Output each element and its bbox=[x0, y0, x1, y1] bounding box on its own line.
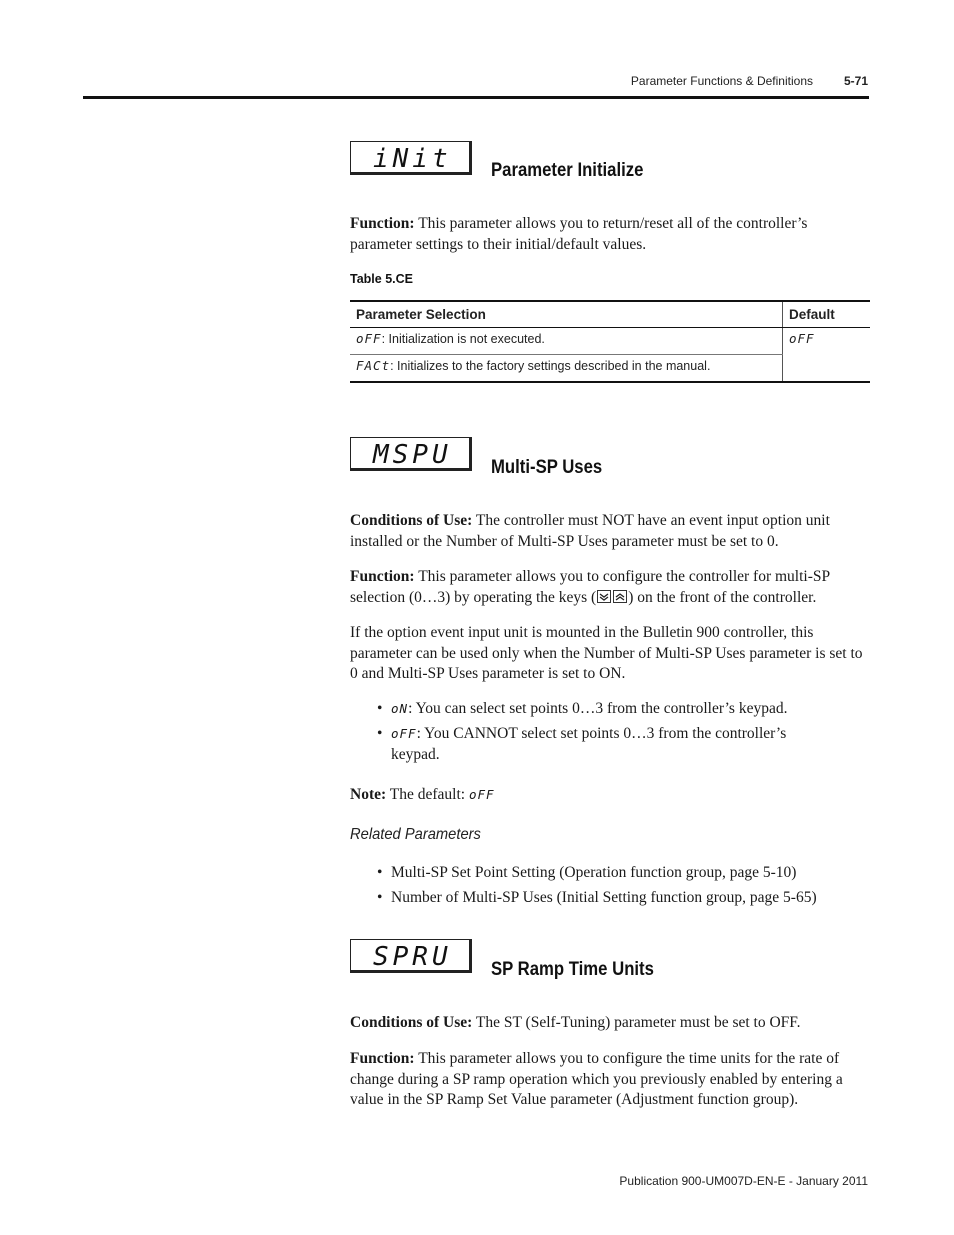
up-key-icon bbox=[613, 590, 627, 603]
lcd-code: SPRU bbox=[373, 942, 452, 972]
segment-code: oN bbox=[391, 701, 409, 716]
lcd-display-init bbox=[350, 141, 472, 175]
conditions-label: Conditions of Use: bbox=[350, 1014, 473, 1031]
conditions-text: The controller must NOT have an event input option unit installed or the Number of Multi-SP Uses parameter must be set to 0. bbox=[350, 512, 830, 550]
table-cell bbox=[350, 355, 783, 383]
table-cell bbox=[350, 328, 783, 355]
header-rule bbox=[83, 96, 869, 99]
segment-code: oFF bbox=[356, 331, 382, 346]
lcd-code: MSPU bbox=[373, 440, 452, 470]
function-label: Function: bbox=[350, 568, 415, 585]
function-text: This parameter allows you to configure the time units for the rate of change during a SP ramp operation which you previously enabled by entering a value in the SP Ramp Set Value parameter (Adjustment function group). bbox=[350, 1050, 843, 1108]
note-paragraph bbox=[350, 785, 870, 806]
function-label: Function: bbox=[350, 215, 415, 232]
bullet-text: : You can select set points 0…3 from the controller’s keypad. bbox=[408, 700, 788, 717]
note-text: The default: bbox=[386, 786, 469, 803]
function-text: This parameter allows you to configure the controller for multi-SP selection (0…3) by operating the keys ( bbox=[350, 568, 830, 606]
conditions-paragraph bbox=[350, 511, 870, 552]
function-paragraph bbox=[350, 214, 870, 255]
note-label: Note: bbox=[350, 786, 387, 803]
cell-text: : Initializes to the factory settings described in the manual. bbox=[390, 359, 711, 373]
footer-publication: Publication 900-UM007D-EN-E - January 2011 bbox=[619, 1174, 868, 1188]
function-label: Function: bbox=[350, 1050, 415, 1067]
related-item-text: Multi-SP Set Point Setting (Operation function group, page 5-10) bbox=[391, 864, 797, 881]
conditions-text: The ST (Self-Tuning) parameter must be set to OFF. bbox=[472, 1014, 801, 1031]
conditions-label: Conditions of Use: bbox=[350, 512, 473, 529]
lcd-display-spru bbox=[350, 939, 472, 973]
function-paragraph bbox=[350, 567, 870, 608]
lcd-code: iNit bbox=[373, 144, 452, 174]
header-section-title: Parameter Functions & Definitions bbox=[630, 74, 813, 88]
column-header: Parameter Selection bbox=[350, 301, 783, 328]
segment-code: FACt bbox=[356, 358, 391, 373]
default-cell bbox=[783, 328, 871, 383]
table-header-row bbox=[350, 301, 870, 328]
mounting-paragraph: If the option event input unit is mounted in the Bulletin 900 controller, this parameter can be used only when the Number of Multi-SP Uses parameter is set to 0 and Multi-SP Uses parameter is set to ON. bbox=[350, 624, 863, 682]
list-item: • Multi-SP Set Point Setting (Operation function group, page 5-10) bbox=[377, 863, 837, 884]
section-title-multi-sp-uses: Multi-SP Uses bbox=[491, 457, 603, 478]
column-header: Default bbox=[783, 301, 871, 328]
list-item: • oFF: You CANNOT select set points 0…3 from the controller’s keypad. bbox=[377, 725, 787, 763]
table-row bbox=[350, 328, 870, 355]
conditions-paragraph bbox=[350, 1013, 870, 1034]
function-text-end: ) on the front of the controller. bbox=[628, 588, 817, 606]
segment-code: oFF bbox=[468, 787, 495, 802]
section-title-sp-ramp-time-units: SP Ramp Time Units bbox=[491, 959, 654, 980]
cell-text: : Initialization is not executed. bbox=[381, 332, 545, 346]
function-paragraph bbox=[350, 1049, 870, 1111]
segment-code: oFF bbox=[391, 726, 417, 741]
related-parameters-heading: Related Parameters bbox=[350, 826, 481, 843]
section-title-parameter-initialize: Parameter Initialize bbox=[491, 160, 644, 181]
parameter-table bbox=[350, 300, 870, 383]
down-key-icon bbox=[597, 590, 611, 603]
function-text: This parameter allows you to return/reset all of the controller’s parameter settings to their initial/default values. bbox=[350, 215, 808, 253]
related-item-text: Number of Multi-SP Uses (Initial Setting function group, page 5-65) bbox=[391, 889, 817, 906]
segment-code: oFF bbox=[789, 331, 815, 346]
lcd-display-mspu bbox=[350, 437, 472, 471]
header-page-number: 5-71 bbox=[843, 74, 868, 88]
list-item: • Number of Multi-SP Uses (Initial Setting function group, page 5-65) bbox=[377, 888, 837, 909]
bullet-text: : You CANNOT select set points 0…3 from the controller’s keypad. bbox=[391, 725, 787, 763]
table-caption: Table 5.CE bbox=[350, 272, 413, 286]
list-item: • oN: You can select set points 0…3 from the controller’s keypad. bbox=[377, 700, 788, 717]
